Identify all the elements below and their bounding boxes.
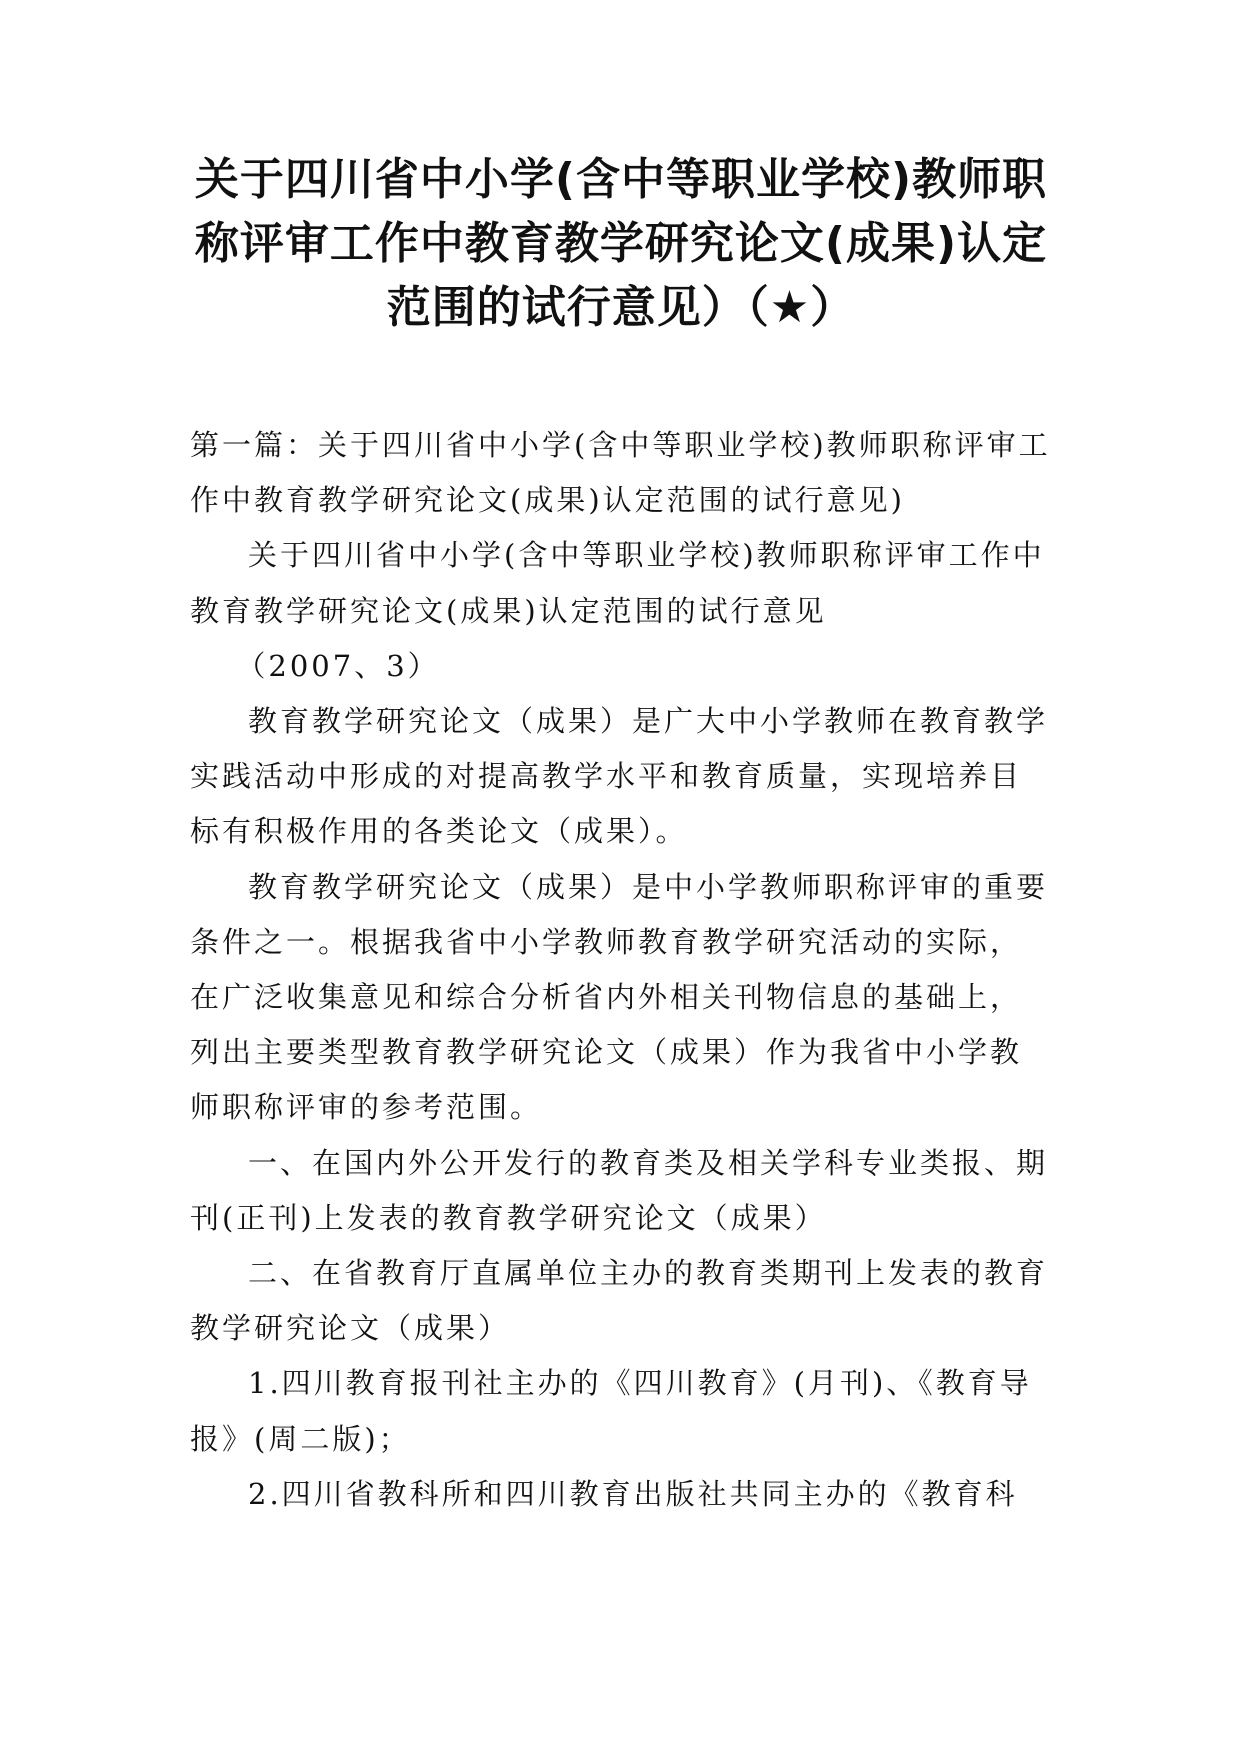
paragraph-subtitle: 关于四川省中小学(含中等职业学校)教师职称评审工作中教育教学研究论文(成果)认定范围的试行意见 bbox=[190, 538, 1045, 628]
paragraph-subitem-2: 2.四川省教科所和四川教育出版社共同主办的《教育科 bbox=[248, 1476, 1018, 1511]
document-title bbox=[180, 148, 1062, 340]
title-line-3: 范围的试行意见）（★） bbox=[386, 282, 856, 333]
paragraph-subitem-1: 1.四川教育报刊社主办的《四川教育》(月刊)、《教育导报》(周二版)； bbox=[190, 1366, 1032, 1456]
paragraph-date: （2007、3） bbox=[236, 648, 440, 683]
title-line-1: 关于四川省中小学(含中等职业学校)教师职 bbox=[194, 154, 1048, 205]
document-body bbox=[190, 418, 1052, 1522]
paragraph-item-1: 一、在国内外公开发行的教育类及相关学科专业类报、期刊(正刊)上发表的教育教学研究论文（成果） bbox=[190, 1145, 1049, 1235]
paragraph-item-2: 二、在省教育厅直属单位主办的教育类期刊上发表的教育教学研究论文（成果） bbox=[190, 1256, 1049, 1346]
paragraph-purpose: 教育教学研究论文（成果）是中小学教师职称评审的重要条件之一。根据我省中小学教师教育教学研究活动的实际，在广泛收集意见和综合分析省内外相关刊物信息的基础上，列出主要类型教育教学研究论文（成果）作为我省中小学教师职称评审的参考范围。 bbox=[190, 869, 1049, 1125]
title-line-2: 称评审工作中教育教学研究论文(成果)认定 bbox=[194, 218, 1048, 269]
paragraph-chapter-heading: 第一篇：关于四川省中小学(含中等职业学校)教师职称评审工作中教育教学研究论文(成果)认定范围的试行意见) bbox=[190, 428, 1051, 518]
paragraph-definition: 教育教学研究论文（成果）是广大中小学教师在教育教学实践活动中形成的对提高教学水平和教育质量，实现培养目标有积极作用的各类论文（成果）。 bbox=[190, 704, 1049, 849]
